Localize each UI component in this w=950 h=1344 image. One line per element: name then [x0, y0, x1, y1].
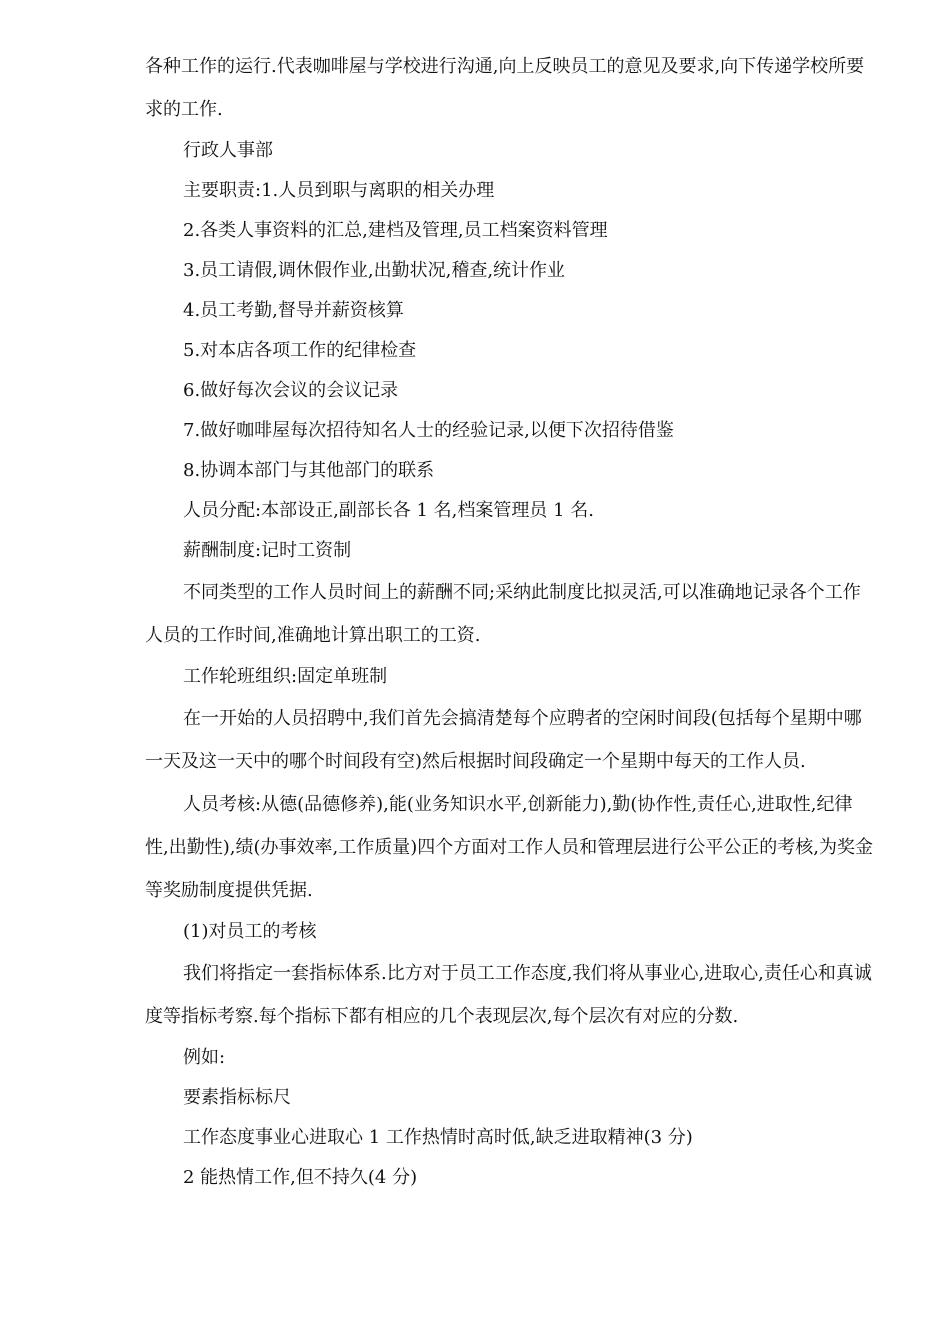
paragraph-9: 7.做好咖啡屋每次招待知名人士的经验记录,以便下次招待借鉴 [183, 420, 674, 441]
paragraph-13: 不同类型的工作人员时间上的薪酬不同;采纳此制度比拟灵活,可以准确地记录各个工作人员的工作时间,准确地计算出职工的工资. [145, 582, 861, 646]
paragraph-18: 我们将指定一套指标体系.比方对于员工工作态度,我们将从事业心,进取心,责任心和真诚度等指标考察.每个指标下都有相应的几个表现层次,每个层次有对应的分数. [145, 963, 872, 1027]
paragraph-15: 在一开始的人员招聘中,我们首先会搞清楚每个应聘者的空闲时间段(包括每个星期中哪一天及这一天中的哪个时间段有空)然后根据时间段确定一个星期中每天的工作人员. [145, 708, 862, 772]
paragraph-12: 薪酬制度:记时工资制 [183, 540, 352, 561]
paragraph-22: 2 能热情工作,但不持久(4 分) [183, 1167, 418, 1188]
paragraph-5: 3.员工请假,调休假作业,出勤状况,稽查,统计作业 [183, 260, 566, 281]
paragraph-14: 工作轮班组织:固定单班制 [183, 666, 388, 687]
paragraph-6: 4.员工考勤,督导并薪资核算 [183, 300, 404, 321]
paragraph-20: 要素指标标尺 [183, 1087, 291, 1108]
paragraph-4: 2.各类人事资料的汇总,建档及管理,员工档案资料管理 [183, 220, 608, 241]
paragraph-2: 行政人事部 [183, 140, 273, 161]
paragraph-16: 人员考核:从德(品德修养),能(业务知识水平,创新能力),勤(协作性,责任心,进取性,纪律性,出勤性),绩(办事效率,工作质量)四个方面对工作人员和管理层进行公平公正的考核,为奖金等奖励制度提供凭据. [145, 794, 873, 901]
paragraph-21: 工作态度事业心进取心 1 工作热情时高时低,缺乏进取精神(3 分) [183, 1127, 693, 1148]
document-page [145, 45, 875, 1198]
paragraph-11: 人员分配:本部设正,副部长各 1 名,档案管理员 1 名. [183, 500, 595, 521]
paragraph-19: 例如: [183, 1047, 226, 1068]
paragraph-8: 6.做好每次会议的会议记录 [183, 380, 399, 401]
paragraph-10: 8.协调本部门与其他部门的联系 [183, 460, 435, 481]
paragraph-3: 主要职责:1.人员到职与离职的相关办理 [183, 180, 495, 201]
paragraph-7: 5.对本店各项工作的纪律检查 [183, 340, 417, 361]
paragraph-1: 各种工作的运行.代表咖啡屋与学校进行沟通,向上反映员工的意见及要求,向下传递学校所要求的工作. [145, 56, 865, 120]
paragraph-17: (1)对员工的考核 [183, 921, 317, 942]
